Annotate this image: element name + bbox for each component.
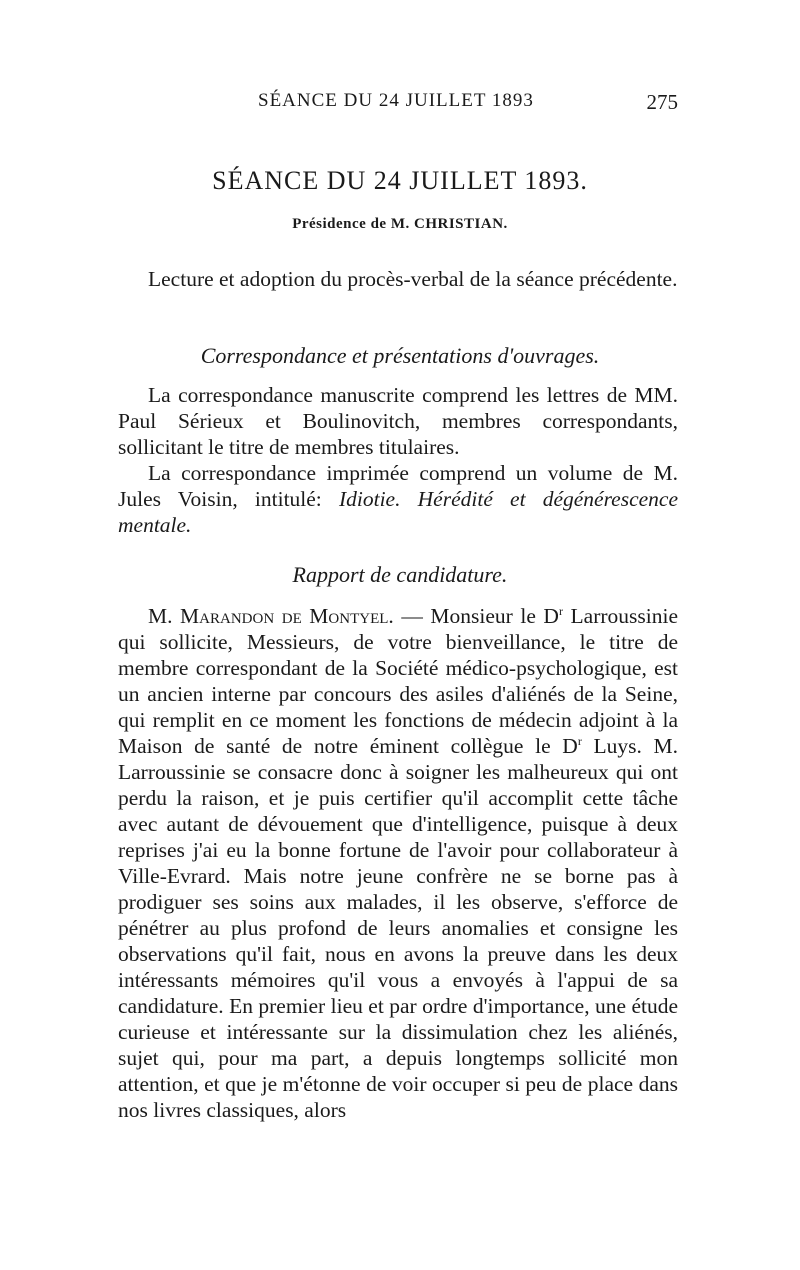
speaker-name: M. Marandon de Montyel. — [148, 604, 394, 628]
running-head — [118, 90, 678, 120]
superscript-r-2: r — [577, 733, 582, 748]
report-speech — [118, 603, 678, 1123]
correspondence-section — [118, 382, 678, 538]
candidacy-report — [118, 603, 678, 1123]
printed-correspondence-intro: La correspondance imprimée comprend un volume de M. Jules Voisin, intitulé: — [118, 461, 678, 511]
printed-correspondence — [118, 460, 678, 538]
correspondence-heading: Correspondance et présentations d'ouvrages. — [200, 343, 600, 368]
presidency-line: Présidence de M. CHRISTIAN. — [292, 216, 508, 232]
lecture-text: Lecture et adoption du procès-verbal de la séance précédente. — [148, 267, 678, 291]
speech-part-2: Larroussinie qui sollicite, Messieurs, de votre bienveillance, le titre de membre correspondant de la Société médico-psychologique, est un ancien interne par concours des asiles d'aliénés de la Seine, qui remplit en ce moment les fonctions de médecin adjoint à la Maison de santé de notre éminent collègue le D — [118, 604, 678, 758]
speech-part-3: Luys. M. Larroussinie se consacre donc à soigner les malheureux qui ont perdu la raison, et je puis certifier qu'il accomplit cette tâche avec autant de dévouement que d'intelligence, puisque à deux reprises j'ai eu la bonne fortune de l'avoir pour collaborateur à Ville-Evrard. Mais notre jeune confrère ne se borne pas à prodiguer ses soins aux malades, il les observe, s'efforce de pénétrer au plus profond de leurs anomalies et consigne les observations qu'il fait, nous en avons la preuve dans les deux intéressants mémoires qu'il vous a envoyés à l'appui de sa candidature. En premier lieu et par ordre d'importance, une étude curieuse et intéressante sur la dissimulation chez les aliénés, sujet qui, pour ma part, a depuis longtemps sollicité mon attention, et que je m'étonne de voir occuper si peu de place dans nos livres classiques, alors — [118, 734, 678, 1122]
page-number: 275 — [646, 90, 678, 114]
superscript-r: r — [558, 603, 563, 618]
minutes-paragraph — [118, 266, 678, 292]
manuscript-correspondence: La correspondance manuscrite comprend les lettres de MM. Paul Sérieux et Boulinovitch, membres correspondants, sollicitant le titre de membres titulaires. — [118, 383, 678, 459]
running-head-title: SÉANCE DU 24 JUILLET 1893 — [258, 90, 534, 111]
speech-part-1: — Monsieur le D — [393, 604, 559, 628]
candidacy-heading: Rapport de candidature. — [292, 562, 508, 587]
book-title: Idiotie. Hérédité et dégénérescence mentale. — [118, 487, 678, 537]
session-title: SÉANCE DU 24 JUILLET 1893. — [212, 166, 588, 195]
